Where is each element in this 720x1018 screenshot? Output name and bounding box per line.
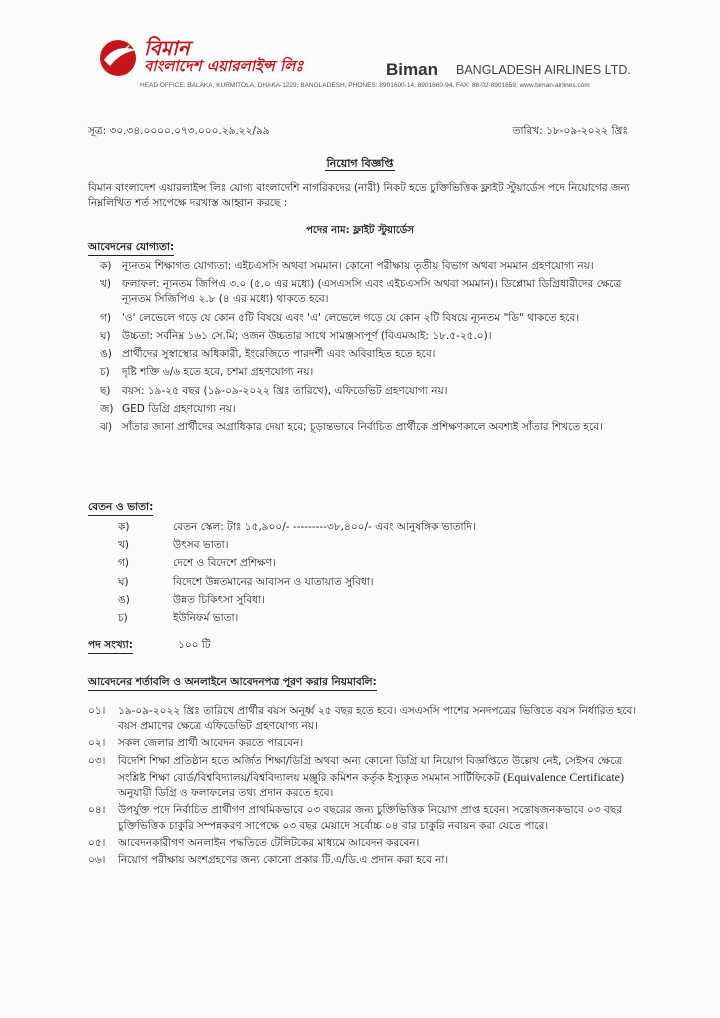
equivalence-certificate-text: (Equivalence Certificate) — [503, 769, 624, 784]
brand-english-bold: Biman — [386, 60, 438, 79]
list-item: ০৬। নিয়োগ পরীক্ষায় অংশগ্রহণের জন্য কোনো প্রকার টি.এ/ডি.এ প্রদান করা হবে না। — [88, 854, 449, 867]
brand-bengali-line2: বাংলাদেশ এয়ারলাইন্স লিঃ — [144, 57, 304, 75]
eligibility-heading: আবেদনের যোগ্যতা: — [88, 240, 174, 256]
list-item: ঙ) উন্নত চিকিৎসা সুবিধা। — [118, 593, 265, 606]
list-item: গ) 'ও' লেভেলে গড়ে যে কোন ৫টি বিষয়ে এবং 'এ' লেভেলে গড়ে যে কোন ২টি বিষয়ে ন্যূনতম "ডি" থাকতে হবে। — [100, 311, 580, 324]
list-item: গ) দেশে ও বিদেশে প্রশিক্ষণ। — [118, 557, 276, 570]
page-title-text: নিয়োগ বিজ্ঞপ্তি — [326, 157, 394, 170]
salary-list — [118, 520, 618, 629]
intro-paragraph: বিমান বাংলাদেশ এয়ারলাইন্স লিঃ যোগ্য বাংলাদেশি নাগরিকদের (নারী) নিকট হতে চুক্তিভিত্তিক ফ্লাইট স্টুয়ার্ডেস পদে নিয়োগের জন্য নিম্নলিখিত শর্ত সাপেক্ষে দরখাস্ত আহ্বান করছে : — [88, 182, 630, 210]
list-item: ঝ) সাঁতার জানা প্রার্থীদের অগ্রাধিকার দেয়া হবে; চূড়ান্তভাবে নির্বাচিত প্রার্থীকে প্রশিক্ষণকালে অবশ্যই সাঁতার শিখতে হবে। — [100, 420, 603, 433]
list-item: ঙ) প্রার্থীদের সুস্বাস্থ্যের অধিকারী, ইংরেজিতে পারদর্শী এবং অবিবাহিত হতে হবে। — [100, 348, 436, 361]
letterhead — [96, 34, 656, 94]
list-item: ঘ) উচ্চতা: সর্বনিম্ন ১৬১ সে.মি; ওজন উচ্চতার সাথে সামঞ্জস্যপূর্ণ (বিএমআই: ১৮.৫-২৫.০)। — [100, 329, 492, 342]
brand-english-rest: BANGLADESH AIRLINES LTD. — [456, 63, 631, 77]
head-office-address: HEAD OFFICE: BALAKA, KURMITOLA, DHAKA-1229, BANGLADESH, PHONES: 8901600-14, 8901660-94, FAX: 88-02-8901659, www.biman-airlines.com — [140, 82, 590, 89]
rules-list — [88, 704, 640, 870]
list-item: ০২। সকল জেলার প্রার্থী আবেদন করতে পারবেন। — [88, 737, 304, 750]
list-item: ক) বেতন স্কেল: টাঃ ১৫,৯০০/- ---------৩৮,৪০০/- এবং আনুষঙ্গিক ভাতাদি। — [118, 521, 476, 533]
list-item: খ) উৎসব ভাতা। — [118, 539, 229, 552]
list-item: খ) ফলাফল: ন্যূনতম জিপিএ ৩.০ (৫.০ এর মধ্যে) (এসএসসি এবং এইচএসসি অথবা সমমান)। ডিপ্লোমা ডিগ্রিধারীদের ক্ষেত্রে ন্যূনতম সিজিপিএ ২.৮ (৪ এর মধ্যে) থাকতে হবে। — [100, 278, 622, 306]
rules-heading: আবেদনের শর্তাবলি ও অনলাইনে আবেদনপত্র পূরণ করার নিয়মাবলি: — [88, 675, 377, 691]
reference-number: সূত্র: ৩০.৩৪.০০০০.০৭৩.০০০.২৯.২২/৯৯ — [88, 125, 270, 137]
post-name: পদের নাম: ফ্লাইট স্টুয়ার্ডেস — [306, 225, 414, 236]
vacancy-label: পদ সংখ্যা: — [88, 638, 133, 654]
list-item: ০৫। আবেদনকারীগণ অনলাইন পদ্ধতিতে টেলিটকের মাধ্যমে আবেদন করবেন। — [88, 836, 420, 849]
list-item: ছ) বয়স: ১৯-২৫ বছর (১৯-০৯-২০২২ খ্রিঃ তারিখে), এফিডেভিট গ্রহণযোগ্য নয়। — [100, 384, 448, 397]
brand-bengali-line1: বিমান — [144, 36, 190, 60]
list-item: ক) ন্যূনতম শিক্ষাগত যোগ্যতা: এইচএসসি অথবা সমমান। কোনো পরীক্ষায় তৃতীয় বিভাগ অথবা সমমান গ্রহণযোগ্য নয়। — [100, 260, 594, 272]
list-item: ০১। ১৯-০৯-২০২২ খ্রিঃ তারিখে প্রার্থীর বয়স অনূর্ধ্ব ২৫ বছর হতে হবে। এসএসসি পাশের সনদপত্রের ভিত্তিতে বয়স নির্ধারিত হবে। বয়স প্রমাণের ক্ষেত্রে এফিডেভিট গ্রহণযোগ্য নয়। — [88, 705, 637, 733]
list-item: ০৩। বিদেশি শিক্ষা প্রতিষ্ঠান হতে অর্জিত শিক্ষা/ডিগ্রি অথবা অন্য কোনো ডিগ্রি যা নিয়োগ বিজ্ঞপ্তিতে উল্লেখ নেই, সেইসব ক্ষেত্রে সংশ্লিষ্ট শিক্ষা বোর্ড/বিশ্ববিদ্যালয়/বিশ্ববিদ্যালয় মঞ্জুরি কমিশন কর্তৃক ইস্যুকৃত সমমান সার্টিফিকেট (Equivalence Certificate) অনুযায়ী ডিগ্রি ও ফলাফলের তথ্য প্রদান করতে হবে। — [88, 754, 624, 800]
salary-heading: বেতন ও ভাতা: — [88, 500, 153, 516]
biman-stork-logo-icon — [96, 38, 140, 78]
page-title — [0, 156, 720, 172]
list-item: চ) দৃষ্টি শক্তি ৬/৬ হতে হবে, চশমা গ্রহণযোগ্য নয়। — [100, 366, 314, 379]
list-item: জ) GED ডিগ্রি গ্রহণযোগ্য নয়। — [100, 402, 236, 415]
list-item: ঘ) বিদেশে উন্নতমানের আবাসন ও যাতায়াত সুবিধা। — [118, 575, 374, 588]
vacancy-value: ১০০ টি — [178, 639, 211, 651]
date: তারিখ: ১৮-০৯-২০২২ খ্রিঃ — [512, 125, 628, 137]
list-item: ০৪। উপর্যুক্ত পদে নির্বাচিত প্রার্থীগণ প্রাথমিকভাবে ০৩ বছরের জন্য চুক্তিভিত্তিক নিয়োগ প্রাপ্ত হবেন। সন্তোষজনকভাবে ০৩ বছর চুক্তিভিত্তিক চাকুরি সম্পন্নকরণ সাপেক্ষে ০৩ বছর মেয়াদে সর্বোচ্চ ০৪ বার চাকুরি নবায়ন করা যেতে পারে। — [88, 804, 622, 832]
list-item: চ) ইউনিফর্ম ভাতা। — [118, 612, 239, 625]
eligibility-list — [100, 259, 640, 438]
